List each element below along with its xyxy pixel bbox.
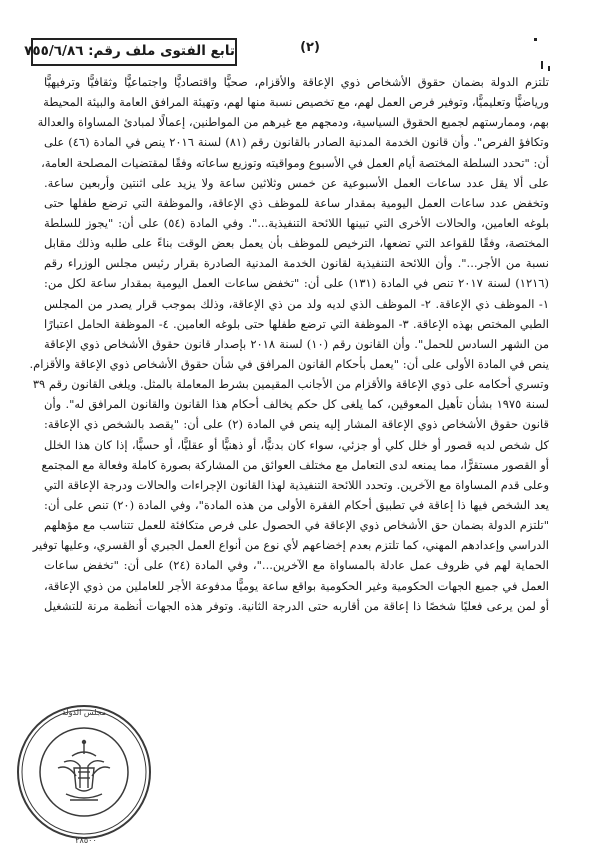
page-number: (٢) — [300, 40, 320, 55]
body-line: بلوغه العامين، والحالات الأخرى التي تبينها اللائحة التنفيذية...". وفي المادة (٥٤) على أن: "يجوز للسلطة — [44, 215, 550, 230]
body-line: أن: "تحدد السلطة المختصة أيام العمل في الأسبوع ومواقيته وتوزيع ساعاته وفقًا لمقتضيات المصلحة العامة، — [41, 155, 549, 170]
body-line: ينص في المادة الأولى على أن: "يعمل بأحكام القانون المرافق في شأن حقوق الأشخاص ذوي الإعاقة والأقزام. — [29, 356, 549, 371]
body-line: (١٢١٦) لسنة ٢٠١٧ تنص في المادة (١٣١) على أن: "تخفض ساعات العمل اليومية بمقدار ساعة لكل من: — [44, 276, 549, 291]
fatwa-body-text — [29, 72, 550, 616]
body-line: الحماية لهم في ظروف عمل عادلة بالمساواة مع الآخرين..."، وفي المادة (٢٤) على أن: "تخفض ساعات — [44, 558, 549, 573]
body-line: ١- الموظف ذي الإعاقة. ٢- الموظف الذي لديه ولد من ذي الإعاقة، وذلك بموجب قرار يصدر من المجلس — [44, 296, 549, 311]
body-line: على ألا يقل عدد ساعات العمل الأسبوعية عن خمس وثلاثين ساعة ولا يزيد على اثنتين وأربعين ساعة. — [44, 175, 549, 190]
body-line: كل شخص لديه قصور أو خلل كلي أو جزئي، سواء كان بدنيًّا، أو ذهنيًّا أو عقليًّا، أو حسيًّا، إذا كان هذا الخلل — [44, 437, 549, 452]
body-line: المختصة، وفقًا للقواعد التي تضعها، الترخيص للموظف بأن يعمل بعض الوقت بناءً على طلبه وذلك مقابل — [44, 236, 549, 251]
seal-top-text: مجلس الدولة — [61, 708, 107, 717]
body-line: الدراسي وإعدادهم المهني، كما تلتزم بعدم إخضاعهم لأي نوع من أنواع العمل الجبري أو القسري، وعليها توفير — [32, 538, 549, 553]
body-line: قانون حقوق الأشخاص ذوي الإعاقة المشار إليه ينص في المادة (٢) على أن: "يقصد بالشخص ذي الإعاقة: — [44, 417, 550, 432]
body-line: بهم، وممارستهم لجميع الحقوق السياسية، ودمجهم مع غيرهم من المواطنين، إعمالًا لمبادئ المساواة والعدالة — [37, 115, 549, 130]
body-line: أو لمن يرعى فعليًا شخصًا ذا إعاقة من أقاربه حتى الدرجة الثانية. وتوفر هذه الجهات أنظمة مرنة للتشغيل — [44, 598, 549, 613]
body-line: أو القصور مستقرًّا، مما يمنعه لدى التعامل مع مختلف العوائق من المشاركة بصورة كاملة وفعالة مع المجتمع — [41, 457, 549, 472]
file-number-box — [24, 38, 237, 66]
state-council-seal-icon — [14, 702, 154, 842]
body-line: وتسري أحكامه على ذوي الإعاقة والأقزام من الأجانب المقيمين بشرط المعاملة بالمثل. ويلغى القانون رقم ٣٩ — [32, 377, 549, 392]
seal-bottom-number: ٢٨٥٠٠ — [75, 836, 97, 845]
body-line: وتخفض عدد ساعات العمل اليومية بمقدار ساعة للموظف ذي الإعاقة، والموظفة التي ترضع طفلها حتى — [44, 195, 549, 210]
body-line: تلتزم الدولة بضمان حقوق الأشخاص ذوي الإعاقة والأقزام، صحيًّا واقتصاديًّا واجتماعيًّا وثقافيًّا وترفيهيًّا — [44, 75, 549, 89]
file-number-label: تابع الفتوى ملف رقم: ٧٥٥/٦/٨٦ — [24, 43, 235, 59]
body-line: "تلتزم الدولة بضمان حق الأشخاص ذوي الإعاقة في الحصول على فرص متكافئة للعمل تتناسب مع مؤهلهم — [44, 518, 549, 533]
body-line: لسنة ١٩٧٥ بشأن تأهيل المعوقين، كما يلغى كل حكم يخالف أحكام هذا القانون والقانون المرافق له". وأن — [44, 397, 549, 412]
scan-dot — [541, 61, 543, 69]
body-line: الطبي المختص بهذه الإعاقة. ٣- الموظفة التي ترضع طفلها حتى بلوغه العامين. ٤- الموظفة الحامل اعتبارًا — [44, 316, 550, 331]
body-line: وعلى قدم المساواة مع الآخرين. وتحدد اللائحة التنفيذية لهذا القانون الإجراءات والحالات ودرجة الإعاقة التي — [44, 477, 549, 492]
body-line: العمل في جميع الجهات الحكومية وغير الحكومية بواقع ساعة يوميًّا مدفوعة الأجر للعاملين من ذوي الإعاقة، — [44, 578, 549, 593]
body-line: يعد الشخص فيها ذا إعاقة في تطبيق أحكام الفقرة الأولى من هذه المادة"، وفي المادة (٢٠) تنص على أن: — [44, 497, 550, 512]
body-line: ورياضيًّا وتعليميًّا، وتوفير فرص العمل لهم، مع تخصيص نسبة منها لهم، وتهيئة المرافق العامة والبيئة المحيطة — [43, 95, 549, 110]
scan-dot — [534, 38, 537, 41]
scan-dot — [548, 66, 550, 71]
body-line: من الشهر السادس للحمل". وأن القانون رقم (١٠) لسنة ٢٠١٨ بإصدار قانون حقوق الأشخاص ذوي الإعاقة — [44, 336, 549, 351]
body-line: وتكافؤ الفرص". وأن قانون الخدمة المدنية الصادر بالقانون رقم (٨١) لسنة ٢٠١٦ ينص في المادة (٤٦) على — [44, 135, 549, 150]
body-line: نسبة من الأجر...". وأن اللائحة التنفيذية لقانون الخدمة المدنية الصادرة بقرار رئيس مجلس الوزراء رقم — [44, 256, 549, 271]
